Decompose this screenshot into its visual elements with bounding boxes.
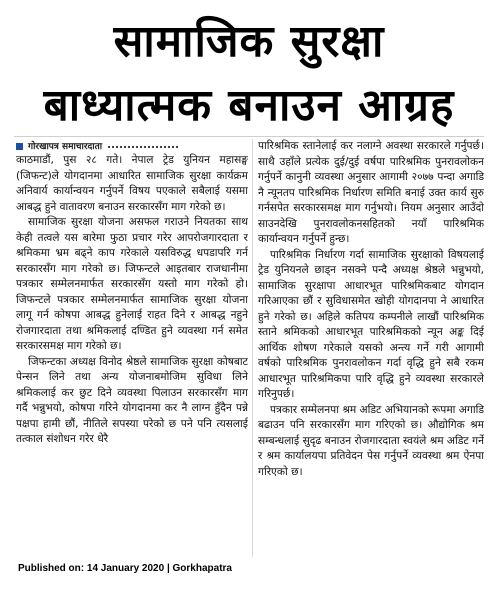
article-column-left: [16, 153, 248, 558]
paragraph: काठमाडौं, पुस २८ गते। नेपाल ट्रेड युनियन महासङ्घ (जिफन्ट)ले योगदानमा आधारित सामाजिक सुरक्षा कार्यक्रम अनिवार्य कार्यान्वयन गर्नुपर्ने विषय पएकाले सबैलाई यसमा आबद्ध हुने वातावरण बनाउन सरकारसँग माग गरेको छ।: [16, 154, 248, 213]
headline-line-2: बाध्यात्मक बनाउन आग्रह: [43, 80, 455, 131]
byline-text: गोरखापत्र समाचारदाता: [28, 142, 103, 152]
paragraph: सामाजिक सुरक्षा योजना असफल गराउने नियतका साथ केही तत्वले यस बारेमा फुठा प्रचार गरेर आपरोजगारदाता र श्रमिकमा भ्रम बढ्ने काप गरेकाले यसविरुद्ध धपडापरि गर्न सरकारसँग माग गरेको छ। जिफन्टले आइतबार राजधानीमा पत्रकार सम्मेलनमार्फत सरकारसँग यस्तो माग गरेको हो। जिफन्टले पत्रकार सम्मेलनमार्फत सामाजिक सुरक्षा योजना लागू गर्न कोषपा आबद्ध हुनेलाई राहत दिने र आबद्ध नहुने रोजगारदाता तथा श्रमिकलाई दण्डित हुने व्यवस्था गर्न समेत सरकारसमक्ष माग गरेको छ।: [16, 216, 248, 352]
headline-line-1: सामाजिक सुरक्षा: [113, 16, 385, 67]
header-divider: [14, 136, 484, 137]
column-divider: [252, 139, 253, 557]
paragraph: पत्रकार सम्मेलनपा श्रम अडिट अभियानको रूपमा अगाडि बढाउन पनि सरकारसँग माग गरिएको छ। औद्योगिक श्रम सम्बन्धलाई सुदृढ बनाउन रोजगारदाता स्वयंले श्रम अडिट गर्ने र श्रम कार्यालयपा प्रतिवेदन पेस गर्नुपर्ने व्यवस्था श्रम ऐनपा गरिएको छ।: [258, 403, 484, 478]
dotted-rule: [108, 146, 178, 148]
article-column-right: [258, 139, 484, 559]
bullet-square-icon: [16, 143, 23, 150]
paragraph: पारिश्रमिक स्तानेलाई कर नलाग्ने अवस्था सरकारले गर्नुपर्छ। साथै उहाँले प्रत्येक दुई/दुई वर्षपा पारिश्रमिक पुनरावलोकन गर्नुपर्ने कानुनी व्यवस्था अनुसार आगामी २०७७ पन्दा अगाडि नै न्यूनतप पारिश्रमिक निर्धारण समिति बनाई उक्त कार्य सुरु गर्नसपेत सरकारसमक्ष माग गर्नुभयो। नियम अनुसार आउँदो साउनदेखि पुनरावलोकनसहितको नयाँ पारिश्रमिक कार्यान्वयन गर्नुपर्ने हुन्छ।: [258, 140, 484, 245]
publication-footer: Published on: 14 January 2020 | Gorkhapatra: [18, 563, 232, 574]
byline: [16, 139, 256, 152]
paragraph: जिफन्टका अध्यक्ष विनोद श्रेष्ठले सामाजिक सुरक्षा कोषबाट पेन्सन लिने तथा अन्य योजनाबमोजिम सुविधा लिने श्रमिकलाई कर छुट दिने व्यवस्था पिलाउन सरकारसँग माग गर्दै भन्नुभयो, कोषपा गरिने योगदानमा कर नै लाग्न हुँदैन पन्ने पक्षपा हामी छौं, नीतिले सपस्या परेको छ पने पनि त्यसलाई तत्काल संशोधन गरेर धेरै: [16, 355, 248, 445]
paragraph: पारिश्रमिक निर्धारण गर्दा सामाजिक सुरक्षाको विषयलाई ट्रेड युनियनले छाड्न नसक्ने पन्दै अध्यक्ष श्रेष्ठले भन्नुभयो, सामाजिक सुरक्षापा आधारभूत पारिश्रमिकबाट योगदान गरिआएका छौं र सुविधासमेत खोही योगदानपा ने आधारित हुने गरेको छ। अहिले कतिपय कम्पनीले लाखौं पारिश्रमिक स्ताने श्रमिकको आधारभूत पारिश्रमिकको न्यून अङ्क दिई आर्थिक शोषण गरेकाले यसको अन्त्य गर्ने गरी आगामी वर्षको पारिश्रमिक पुनरावलोकन गर्दा वृद्धि हुने सबै रकम आधारभूत पारिश्रमिकपा पारि वृद्धि हुने व्यवस्था सरकारले गरिनुपर्छ।: [258, 248, 484, 400]
